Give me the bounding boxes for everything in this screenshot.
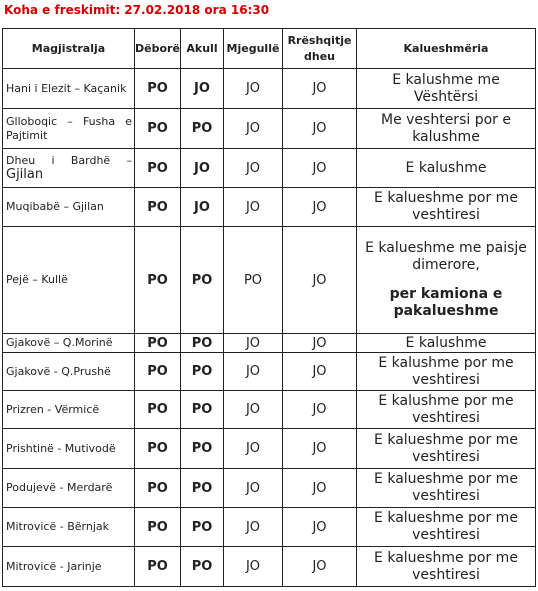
col-header-fog: Mjegullë: [224, 29, 283, 69]
ice-value: PO: [181, 508, 224, 547]
table-row: [3, 334, 536, 353]
snow-value: PO: [135, 69, 181, 109]
passability-line: E kalushme me: [392, 71, 500, 88]
passability-value: [357, 391, 536, 429]
passability-line: E kalueshme por me: [374, 431, 518, 448]
ice-value: PO: [181, 469, 224, 508]
road-name-line: Dheu i Bardhë –: [6, 154, 132, 167]
landslide-value: JO: [283, 109, 357, 149]
passability-value: [357, 149, 536, 188]
passability-line: dimerore,: [412, 257, 480, 273]
table-row: [3, 227, 536, 334]
table-row: [3, 547, 536, 587]
passability-value: [357, 334, 536, 353]
fog-value: JO: [224, 188, 283, 227]
ice-value: PO: [181, 547, 224, 587]
passability-line: E kalueshme por me: [374, 471, 518, 487]
passability-line: Me veshtersi por e: [381, 111, 511, 128]
col-header-landslide-line2: dheu: [304, 49, 335, 63]
table-header-row: [3, 29, 536, 69]
snow-value: PO: [135, 188, 181, 227]
passability-line: veshtiresi: [412, 527, 480, 543]
fog-value: JO: [224, 149, 283, 188]
landslide-value: JO: [283, 334, 357, 353]
road-name: Mitrovicë - Bërnjak: [3, 508, 135, 547]
table-row: [3, 69, 536, 109]
fog-value: JO: [224, 429, 283, 469]
table-row: [3, 508, 536, 547]
ice-value: JO: [181, 188, 224, 227]
passability-line: E kalushme: [405, 334, 487, 351]
road-name: Muqibabë – Gjilan: [3, 188, 135, 227]
fog-value: JO: [224, 391, 283, 429]
ice-value: PO: [181, 334, 224, 353]
road-name: Podujevë - Merdarë: [3, 469, 135, 508]
landslide-value: JO: [283, 547, 357, 587]
snow-value: PO: [135, 429, 181, 469]
ice-value: PO: [181, 391, 224, 429]
fog-value: PO: [224, 227, 283, 334]
passability-line: E kalueshme me paisje: [365, 240, 527, 256]
passability-line: E kalushme por me: [378, 354, 514, 371]
update-time-label: Koha e freskimit: 27.02.2018 ora 16:30: [4, 3, 270, 17]
snow-value: PO: [135, 391, 181, 429]
snow-value: PO: [135, 469, 181, 508]
road-name: [3, 109, 135, 149]
passability-spacer: [361, 274, 531, 286]
landslide-value: JO: [283, 353, 357, 391]
snow-value: PO: [135, 353, 181, 391]
landslide-value: JO: [283, 391, 357, 429]
landslide-value: JO: [283, 188, 357, 227]
snow-value: PO: [135, 508, 181, 547]
passability-value: [357, 429, 536, 469]
col-header-condition: Kalueshmëria: [357, 29, 536, 69]
ice-value: PO: [181, 227, 224, 334]
passability-value: [357, 547, 536, 587]
landslide-value: JO: [283, 429, 357, 469]
road-name-line: Glloboqic – Fusha e: [6, 114, 132, 128]
ice-value: JO: [181, 149, 224, 188]
landslide-value: JO: [283, 508, 357, 547]
road-name: Gjakovë - Q.Prushë: [3, 353, 135, 391]
fog-value: JO: [224, 69, 283, 109]
passability-line: veshtiresi: [412, 409, 480, 426]
fog-value: JO: [224, 547, 283, 587]
ice-value: PO: [181, 429, 224, 469]
road-name-line: Gjilan: [6, 167, 44, 182]
road-name: Hani i Elezit – Kaçanik: [3, 69, 135, 109]
passability-value: [357, 188, 536, 227]
ice-value: PO: [181, 353, 224, 391]
table-body: [3, 69, 536, 587]
snow-value: PO: [135, 334, 181, 353]
passability-value: [357, 227, 536, 334]
table-row: [3, 391, 536, 429]
road-name: Mitrovicë - Jarinje: [3, 547, 135, 587]
table-row: [3, 149, 536, 188]
snow-value: PO: [135, 547, 181, 587]
passability-value: [357, 69, 536, 109]
road-conditions-table: [2, 28, 536, 587]
passability-line-bold: pakalueshme: [393, 303, 499, 319]
road-name: Prishtinë - Mutivodë: [3, 429, 135, 469]
passability-line: veshtiresi: [412, 566, 480, 583]
road-name: Pejë – Kullë: [3, 227, 135, 334]
fog-value: JO: [224, 353, 283, 391]
col-header-landslide-line1: Rrëshqitje: [287, 33, 352, 47]
snow-value: PO: [135, 149, 181, 188]
passability-line: veshtiresi: [412, 448, 480, 465]
passability-line: E kalushme: [405, 159, 487, 176]
landslide-value: JO: [283, 69, 357, 109]
road-name: Gjakovë – Q.Morinë: [3, 334, 135, 353]
road-name: [3, 149, 135, 188]
landslide-value: JO: [283, 149, 357, 188]
landslide-value: JO: [283, 469, 357, 508]
passability-value: [357, 353, 536, 391]
col-header-snow: Dëborë: [135, 29, 181, 69]
passability-line: E kalushme por me: [378, 392, 514, 409]
passability-line: veshtiresi: [412, 488, 480, 504]
fog-value: JO: [224, 109, 283, 149]
passability-value: [357, 469, 536, 508]
passability-line: E kalueshme por me: [374, 190, 518, 206]
road-name-line: Pajtimit: [6, 128, 48, 142]
passability-line-bold: per kamiona e: [389, 286, 503, 302]
fog-value: JO: [224, 469, 283, 508]
passability-line: E kalueshme por me: [374, 549, 518, 566]
landslide-value: JO: [283, 227, 357, 334]
passability-value: [357, 508, 536, 547]
table-row: [3, 353, 536, 391]
fog-value: JO: [224, 508, 283, 547]
passability-line: kalushme: [412, 128, 480, 145]
snow-value: PO: [135, 109, 181, 149]
col-header-landslide: [283, 29, 357, 69]
passability-line: veshtiresi: [412, 371, 480, 388]
snow-value: PO: [135, 227, 181, 334]
ice-value: PO: [181, 109, 224, 149]
passability-line: E kalueshme por me: [374, 510, 518, 526]
col-header-road: Magjistralja: [3, 29, 135, 69]
table-row: [3, 109, 536, 149]
table-row: [3, 188, 536, 227]
ice-value: JO: [181, 69, 224, 109]
passability-value: [357, 109, 536, 149]
fog-value: JO: [224, 334, 283, 353]
col-header-ice: Akull: [181, 29, 224, 69]
passability-line: Vështërsi: [413, 88, 479, 105]
passability-line: veshtiresi: [412, 207, 480, 223]
table-row: [3, 429, 536, 469]
road-name: Prizren - Vërmicë: [3, 391, 135, 429]
table-row: [3, 469, 536, 508]
